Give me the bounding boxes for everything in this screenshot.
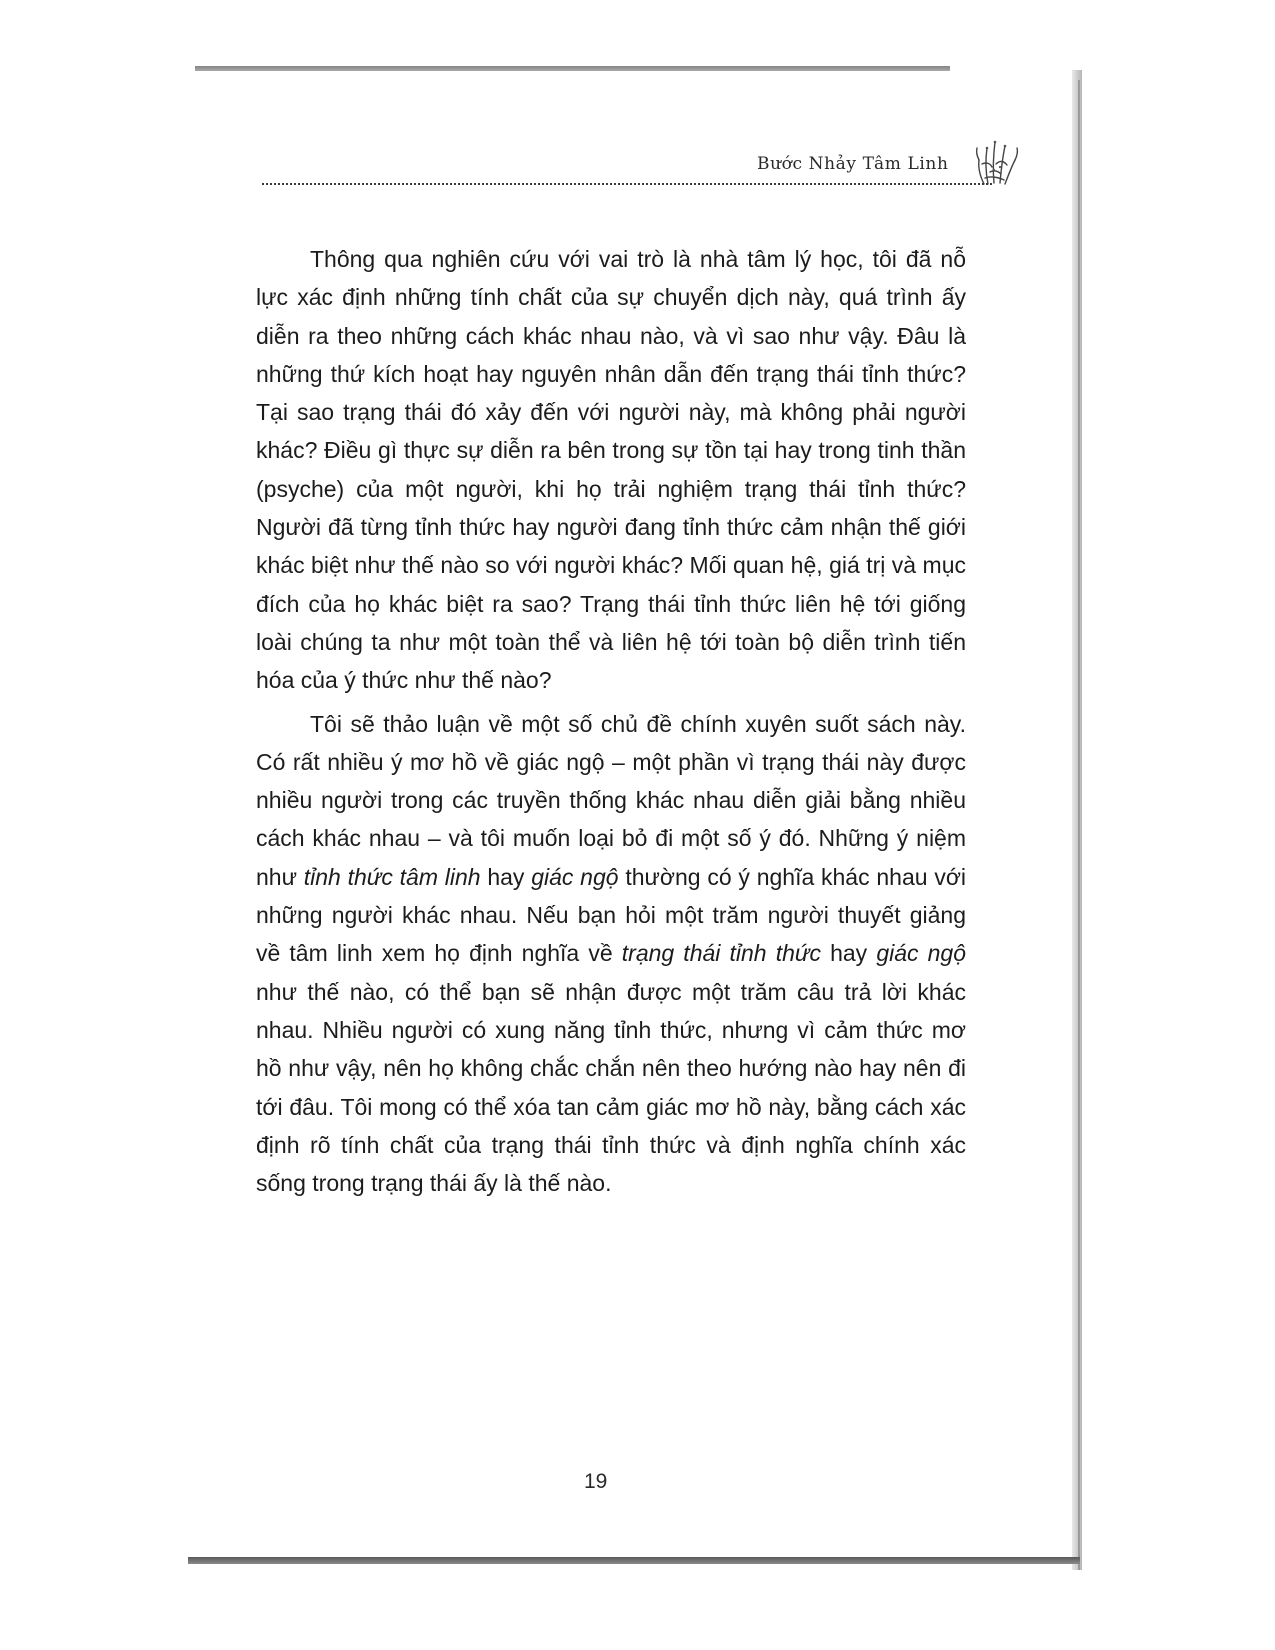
- paragraph-2-text-5: như thế nào, có thể bạn sẽ nhận được một trăm câu trả lời khác nhau. Nhiều người có xung năng tỉnh thức, nhưng vì cảm thức mơ hồ như vậy, nên họ không chắc chắn nên theo hướng nào hay nên đi tới đâu. Tôi mong có thể xóa tan cảm giác mơ hồ này, bằng cách xác định rõ tính chất của trạng thái tỉnh thức và định nghĩa chính xác sống trong trạng thái ấy là thế nào.: [256, 978, 966, 1197]
- paragraph-2-text-2: hay: [480, 863, 532, 890]
- right-page-edge-line: [1078, 80, 1080, 1570]
- italic-phrase-4: giác ngộ: [876, 940, 966, 967]
- hand-logo-icon: [970, 134, 1022, 190]
- paragraph-2: [256, 705, 966, 1203]
- header-dotted-rule: [262, 183, 992, 185]
- italic-phrase-2: giác ngộ: [531, 863, 619, 890]
- paragraph-2-text-3: thường có ý nghĩa khác nhau với những người khác nhau. Nếu bạn hỏi một trăm người thuyết giảng về tâm linh xem họ định nghĩa về: [256, 863, 967, 967]
- page-number: 19: [584, 1470, 608, 1493]
- body-text: [256, 240, 966, 1202]
- paragraph-2-text-1: Tôi sẽ thảo luận về một số chủ đề chính xuyên suốt sách này. Có rất nhiều ý mơ hồ về giác ngộ – một phần vì trạng thái này được nhiều người trong các truyền thống khác nhau diễn giải bằng nhiều cách khác nhau – và tôi muốn loại bỏ đi một số ý đó. Những ý niệm như: [256, 710, 966, 890]
- top-page-edge: [195, 66, 950, 71]
- paragraph-1: Thông qua nghiên cứu với vai trò là nhà tâm lý học, tôi đã nỗ lực xác định những tính chất của sự chuyển dịch này, quá trình ấy diễn ra theo những cách khác nhau nào, và vì sao như vậy. Đâu là những thứ kích hoạt hay nguyên nhân dẫn đến trạng thái tỉnh thức? Tại sao trạng thái đó xảy đến với người này, mà không phải người khác? Điều gì thực sự diễn ra bên trong sự tồn tại hay trong tinh thần (psyche) của một người, khi họ trải nghiệm trạng thái tỉnh thức? Người đã từng tỉnh thức hay người đang tỉnh thức cảm nhận thế giới khác biệt như thế nào so với người khác? Mối quan hệ, giá trị và mục đích của họ khác biệt ra sao? Trạng thái tỉnh thức liên hệ tới giống loài chúng ta như một toàn thể và liên hệ tới toàn bộ diễn trình tiến hóa của ý thức như thế nào?: [256, 246, 966, 694]
- paragraph-2-text-4: hay: [820, 940, 877, 967]
- italic-phrase-3: trạng thái tỉnh thức: [621, 940, 821, 967]
- right-page-edge: [1072, 70, 1082, 1570]
- bottom-page-edge: [188, 1557, 1080, 1564]
- italic-phrase-1: tỉnh thức tâm linh: [303, 863, 481, 890]
- running-head: Bước Nhảy Tâm Linh: [757, 154, 949, 174]
